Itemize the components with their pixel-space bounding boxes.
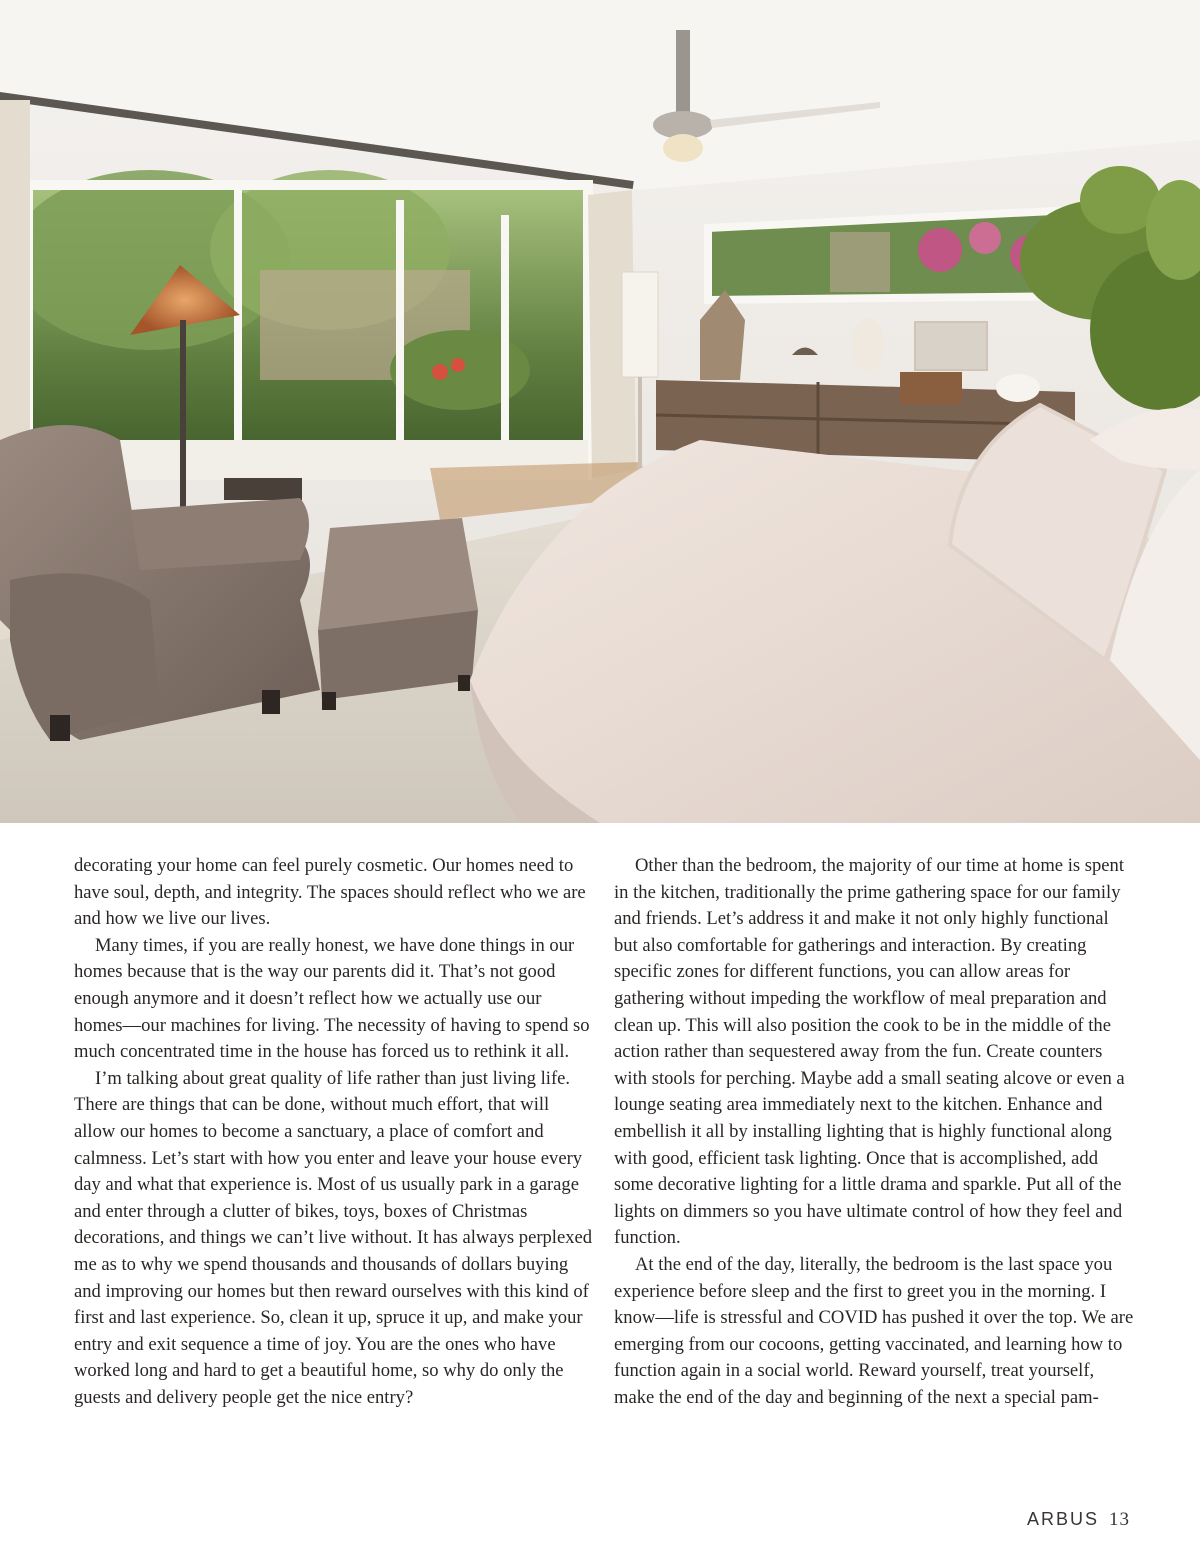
paragraph: I’m talking about great quality of life rather than just living life. There are things that can be done, without much effort, that will allow our homes to become a sanctuary, a place of comfort and calmness. Let’s start with how you enter and leave your house every day and what that experience is. Most of us usually park in a garage and enter through a clutter of bikes, toys, boxes of Christmas decorations, and things we can’t live without. It has always perplexed me as to why we spend thousands and thousands of dollars buying and improving our homes but then reward ourselves with this kind of first and last experience. So, clean it up, spruce it up, and make your entry and exit sequence a time of joy. You are the ones who have worked long and hard to get a beautiful home, so why do only the guests and delivery people get the nice entry? [74,1067,593,1408]
paragraph: At the end of the day, literally, the bedroom is the last space you experience before sleep and the first to greet you in the morning. I know—life is stressful and COVID has pushed it over the top. We are emerging from our cocoons, getting vaccinated, and learning how to function again in a social world. Reward yourself, treat yourself, make the end of the day and beginning of the next a special pam- [614,1253,1134,1408]
paragraph: decorating your home can feel purely cosmetic. Our homes need to have soul, depth, and integrity. The spaces should reflect who we are and how we live our lives. [74,855,586,930]
paragraph: Other than the bedroom, the majority of our time at home is spent in the kitchen, traditionally the prime gathering space for our family and friends. Let’s address it and make it not only highly functional but also comfortable for gatherings and interaction. By creating specific zones for different functions, you can allow areas for gathering without impeding the workflow of meal preparation and clean up. This will also position the cook to be in the middle of the action rather than sequestered away from the fun. Create counters with stools for perching. Maybe add a small seating alcove or even a lounge seating area immediately next to the kitchen. Enhance and embellish it all by installing lighting that is highly functional along with good, efficient task lighting. Once that is accomplished, add some decorative lighting for a little drama and sparkle. Put all of the lights on dimmers so you have ultimate control of how they feel and function. [614,855,1125,1249]
side-table [224,478,302,500]
article-column-left [74,853,594,1411]
ottoman [318,518,478,710]
article-column-right [614,853,1134,1411]
paragraph: Many times, if you are really honest, we have done things in our homes because that is the way our parents did it. That’s not good enough anymore and it doesn’t reflect how we actually use our homes—our machines for living. The necessity of having to spend so much concentrated time in the house has forced us to rethink it all. [74,934,590,1063]
page-number: 13 [1109,1509,1130,1530]
page-footer [1027,1509,1130,1531]
magazine-name: ARBUS [1026,1509,1099,1529]
